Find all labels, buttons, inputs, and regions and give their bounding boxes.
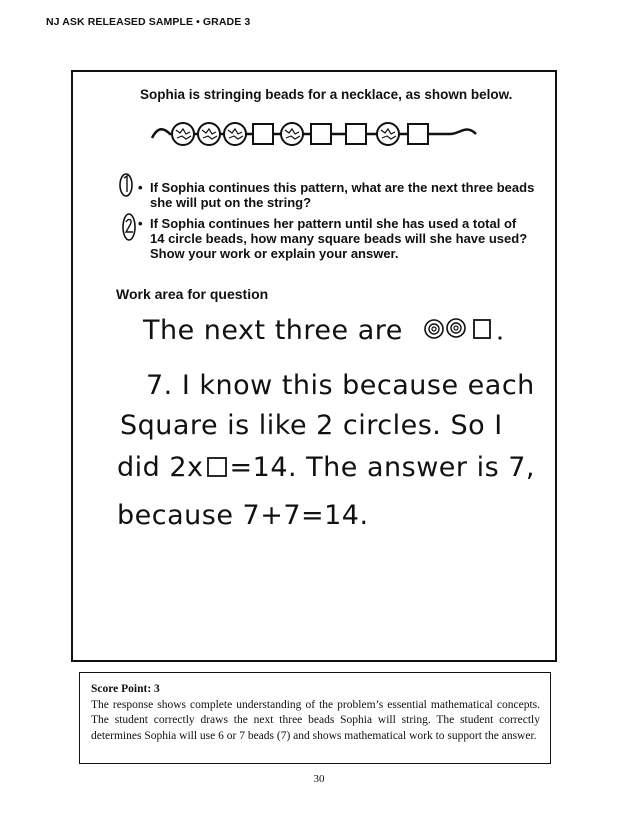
handwritten-text: =14. The answer is 7, [229,452,535,483]
square-bead [253,124,273,144]
question-frame [71,70,557,662]
square-bead [408,124,428,144]
page-header: NJ ASK RELEASED SAMPLE • GRADE 3 [46,16,251,28]
circle-bead [198,123,220,145]
score-explanation: The response shows complete understanding of the problem’s essential mathematical concepts. The student correctly draws the next three beads Sophia will string. The student correctly determines Sophia will use 6 or 7 beads (7) and shows mathematical work to support the answer. [91,698,540,742]
handwritten-answer-line-3: Square is like 2 circles. So I [120,410,503,441]
bead-string-illustration [150,116,480,152]
work-area-label: Work area for question [116,286,269,302]
square-bead [311,124,331,144]
question-item-2-line-3: Show your work or explain your answer. [150,246,399,261]
handwritten-answer-line-5: because 7+7=14. [117,500,369,531]
square-bead [346,124,366,144]
page-number: 30 [313,773,325,785]
handwritten-mark-2-icon [120,212,140,242]
handwritten-text: did 2x [117,452,204,483]
circle-bead [281,123,303,145]
question-title: Sophia is stringing beads for a necklace, as shown below. [140,87,513,102]
question-item-1-line-1: If Sophia continues this pattern, what are the next three beads [150,180,535,195]
handwritten-answer-line-2: 7. I know this because each [146,370,535,401]
handwritten-mark-1-icon [117,172,137,198]
question-item-2-line-1: If Sophia continues her pattern until she has used a total of [150,216,517,231]
bullet-icon: • [138,216,143,231]
question-item-2 [138,216,528,261]
question-item-2-line-2: 14 circle beads, how many square beads will she have used? [150,231,528,246]
question-item-1-line-2: she will put on the string? [150,195,312,210]
score-title: Score Point: 3 [91,683,160,695]
drawn-square-icon [206,456,228,478]
handwritten-text: The next three are [143,315,403,346]
handwritten-answer-line-1 [143,315,512,346]
question-item-1 [138,180,535,210]
drawn-beads-icon [422,315,512,343]
circle-bead [224,123,246,145]
circle-bead [172,123,194,145]
circle-bead [377,123,399,145]
bullet-icon: • [138,180,143,195]
handwritten-answer-line-4 [117,452,535,483]
score-box [79,672,551,764]
